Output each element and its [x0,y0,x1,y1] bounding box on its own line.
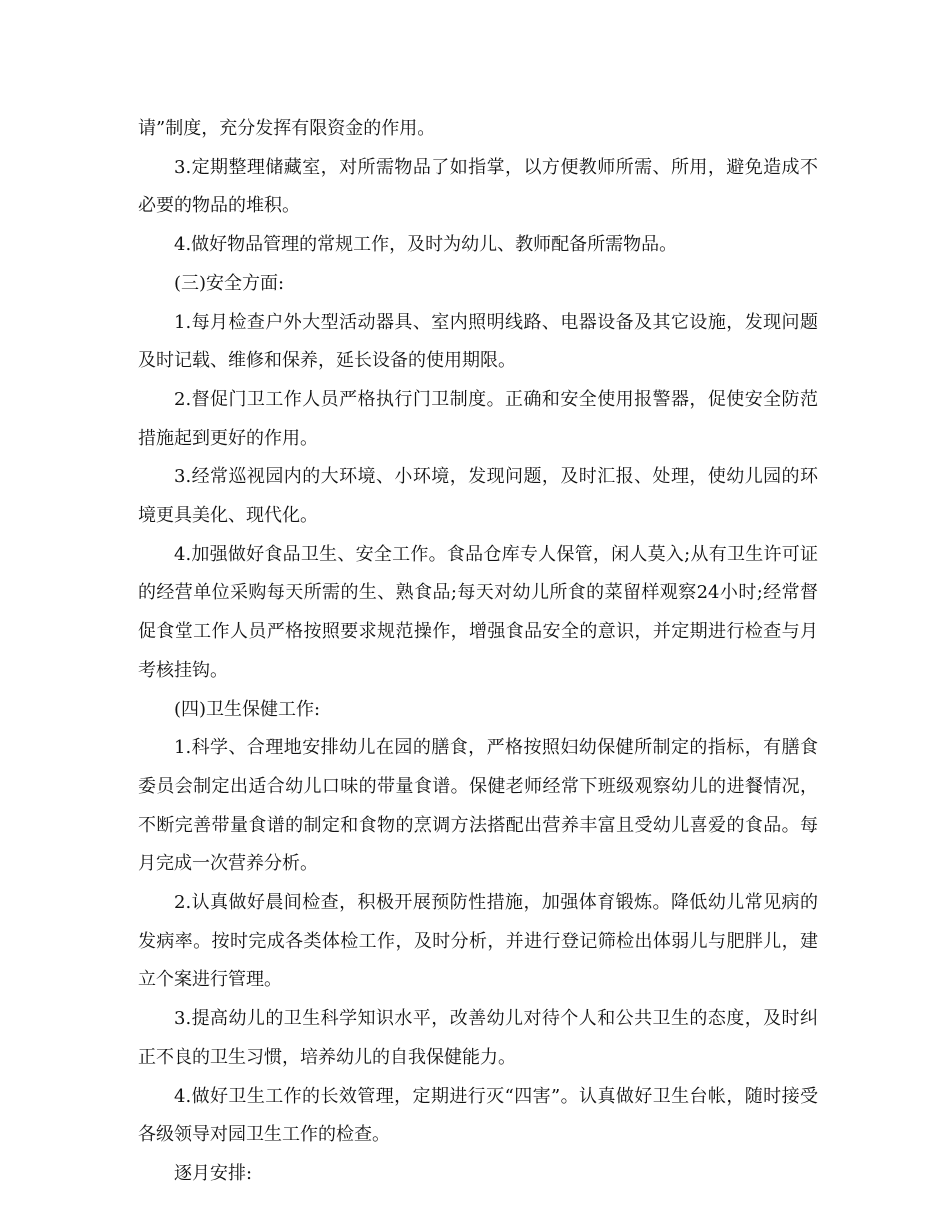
paragraph-goods-management: 4.做好物品管理的常规工作，及时为幼儿、教师配备所需物品。 [174,234,678,256]
paragraph-storage-room: 3.定期整理储藏室，对所需物品了如指掌，以方便教师所需、所用，避免造成不必要的物品的堆积。 [138,156,818,217]
paragraph-health-1: 1.科学、合理地安排幼儿在园的膳食，严格按照妇幼保健所制定的指标，有膳食委员会制定出适合幼儿口味的带量食谱。保健老师经常下班级观察幼儿的进餐情况，不断完善带量食谱的制定和食物的烹调方法搭配出营养丰富且受幼儿喜爱的食品。每月完成一次营养分析。 [138,737,818,875]
paragraph-health-3: 3.提高幼儿的卫生科学知识水平，改善幼儿对待个人和公共卫生的态度，及时纠正不良的卫生习惯，培养幼儿的自我保健能力。 [138,1008,818,1068]
section-heading-monthly: 逐月安排: [174,1162,253,1184]
paragraph-safety-1: 1.每月检查户外大型活动器具、室内照明线路、电器设备及其它设施，发现问题及时记载、维修和保养，延长设备的使用期限。 [138,311,818,372]
paragraph-health-2: 2.认真做好晨间检查，积极开展预防性措施，加强体育锻炼。降低幼儿常见病的发病率。按时完成各类体检工作，及时分析，并进行登记筛检出体弱儿与肥胖儿，建立个案进行管理。 [138,892,818,991]
paragraph-safety-4: 4.加强做好食品卫生、安全工作。食品仓库专人保管，闲人莫入;从有卫生许可证的经营单位采购每天所需的生、熟食品;每天对幼儿所食的菜留样观察24小时;经常督促食堂工作人员严格按照要求规范操作，增强食品安全的意识，并定期进行检查与月考核挂钩。 [138,543,818,681]
paragraph-safety-2: 2.督促门卫工作人员严格执行门卫制度。正确和安全使用报警器，促使安全防范措施起到更好的作用。 [138,388,818,449]
paragraph-health-4: 4.做好卫生工作的长效管理，定期进行灭“四害”。认真做好卫生台帐，随时接受各级领导对园卫生工作的检查。 [138,1085,818,1146]
section-heading-health: (四)卫生保健工作: [174,698,321,720]
document-body [138,110,818,1194]
paragraph-safety-3: 3.经常巡视园内的大环境、小环境，发现问题，及时汇报、处理，使幼儿园的环境更具美化、现代化。 [138,466,818,527]
paragraph-continuation: 请”制度，充分发挥有限资金的作用。 [138,118,436,139]
section-heading-safety: (三)安全方面: [174,272,285,294]
